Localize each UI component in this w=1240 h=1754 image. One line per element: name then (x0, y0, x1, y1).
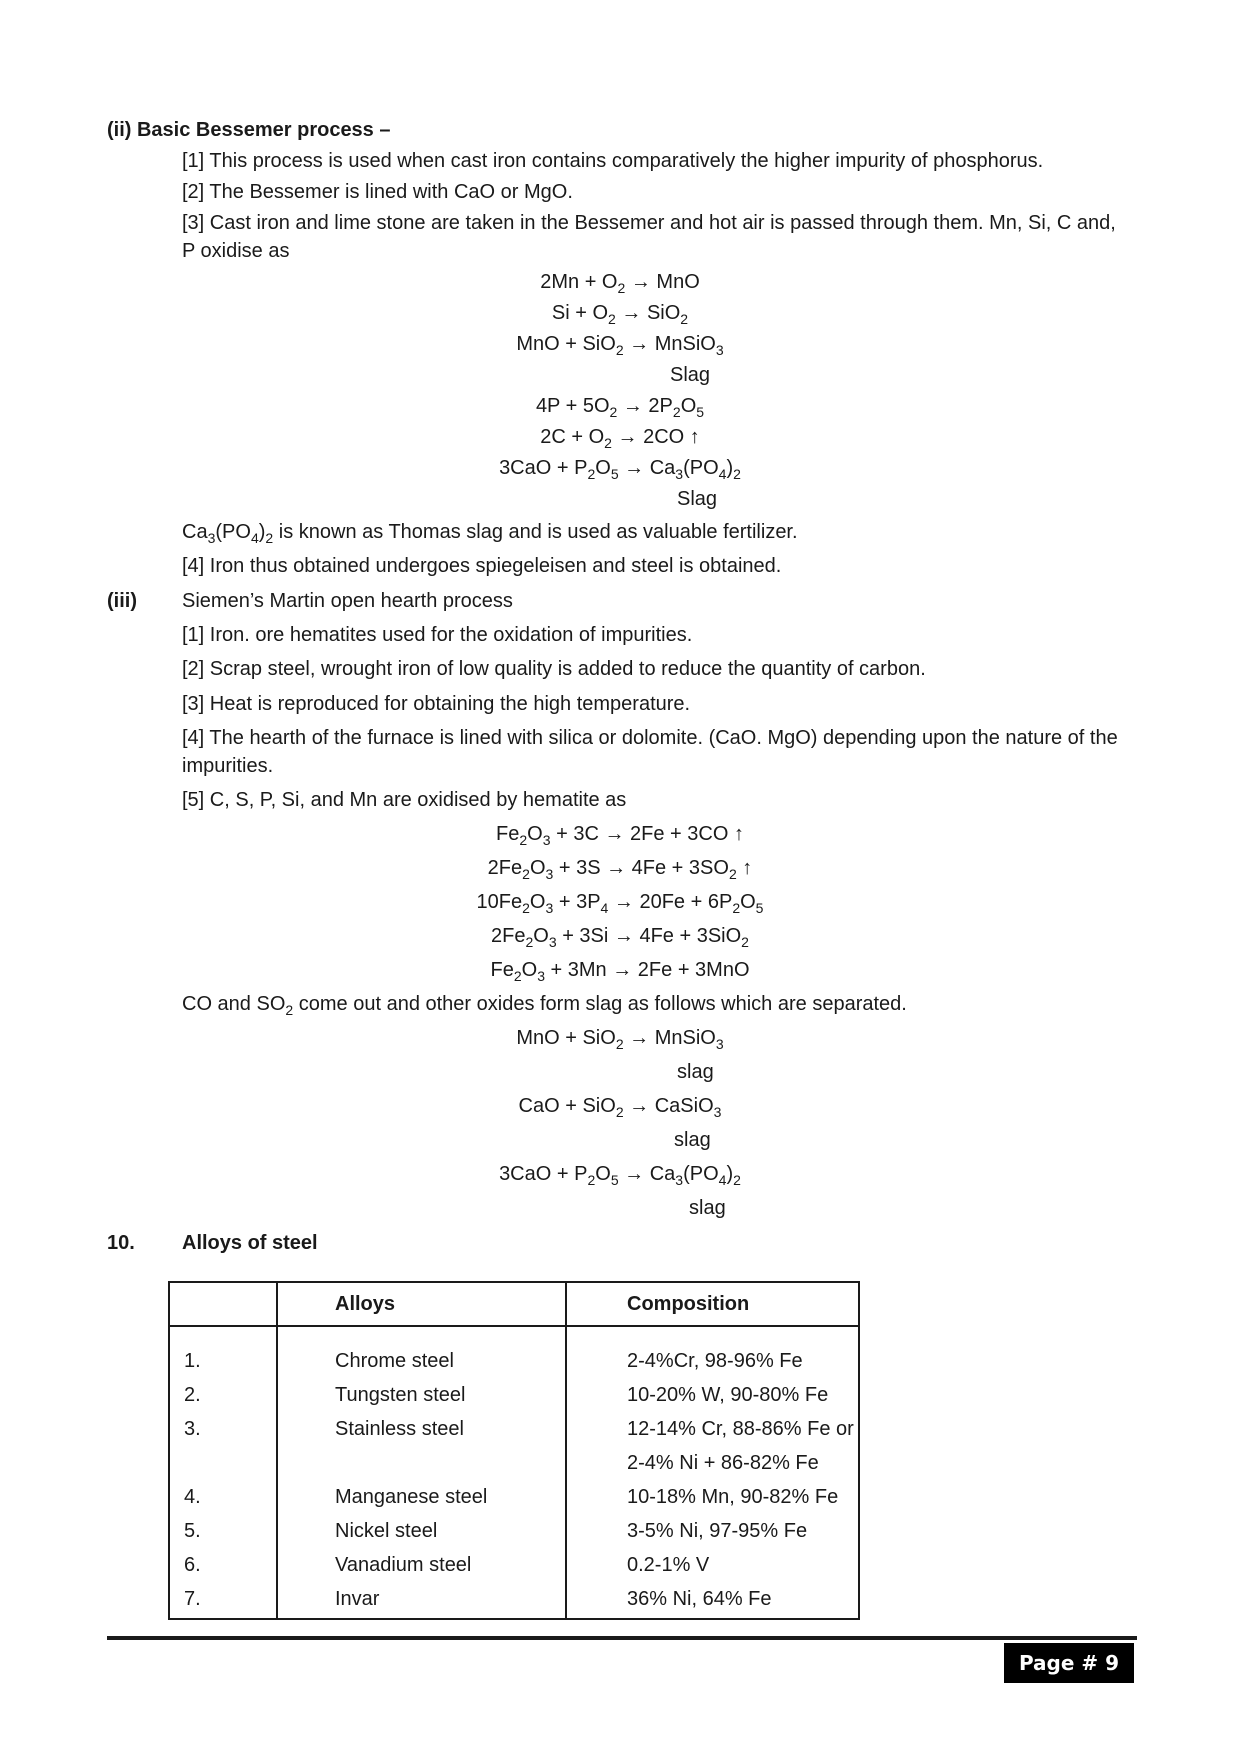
alloy-composition: 36% Ni, 64% Fe (627, 1588, 772, 1610)
section-ii-heading: (ii) Basic Bessemer process – (107, 119, 391, 141)
bessemer-point-3: [3] Cast iron and lime stone are taken in the Bessemer and hot air is passed through them. Mn, Si, C and, (182, 212, 1116, 234)
bessemer-point-2: [2] The Bessemer is lined with CaO or MgO. (182, 181, 573, 203)
slag-label: Slag (670, 364, 711, 386)
row-number: 1. (169, 1344, 277, 1378)
table-row (169, 1412, 859, 1446)
slag-label: slag (677, 1061, 714, 1083)
table-row (169, 1344, 859, 1378)
row-number: 5. (169, 1514, 277, 1548)
hearth-point-5: [5] C, S, P, Si, and Mn are oxidised by hematite as (182, 789, 627, 811)
table-row (169, 1582, 859, 1619)
table-header-row (169, 1282, 859, 1326)
alloy-name: Vanadium steel (277, 1548, 566, 1582)
alloy-composition: 12-14% Cr, 88-86% Fe or (627, 1418, 854, 1440)
alloy-composition: 2-4%Cr, 98-96% Fe (627, 1350, 803, 1372)
row-number: 6. (169, 1548, 277, 1582)
equation: MnO + SiO$_2$ → MnSiO$_3$ (516, 333, 724, 358)
header-cell-number (169, 1282, 277, 1326)
section-10-number: 10. (107, 1232, 135, 1254)
alloy-name (277, 1446, 566, 1480)
equation: $10Fe_2O_3 + 3P_4 \to 20Fe + 6P_2O_5$ (476, 891, 764, 916)
table-row (169, 1378, 859, 1412)
equation: $2Fe_2O_3 + 3S \to 4Fe + 3SO_2$ ↑ (487, 857, 753, 882)
equation: $2C + O_2 \to 2CO$ ↑ (540, 426, 700, 451)
slag-equation: MnO + SiO$_2$ → MnSiO$_3$ (516, 1027, 724, 1052)
header-cell-alloys: Alloys (277, 1282, 566, 1326)
bessemer-point-1: [1] This process is used when cast iron contains comparatively the higher impurity of phosphorus. (182, 150, 1044, 172)
section-iii-heading: Siemen’s Martin open hearth process (182, 590, 513, 612)
footer-rule (107, 1636, 1137, 1640)
section-iii-number: (iii) (107, 590, 137, 612)
table-row (169, 1548, 859, 1582)
slag-label: Slag (677, 488, 718, 510)
co-so2-note: CO and $SO_2$ come out and other oxides form slag as follows which are separated. (182, 993, 907, 1018)
header-cell-composition: Composition (566, 1282, 859, 1326)
slag-label: slag (689, 1197, 726, 1219)
row-number (169, 1446, 277, 1480)
table-row (169, 1514, 859, 1548)
hearth-point-4: [4] The hearth of the furnace is lined with silica or dolomite. (CaO. MgO) depending upon the nature of the (182, 727, 1118, 749)
slag-label: slag (674, 1129, 711, 1151)
equation: $3CaO + P_2O_5 \to Ca_3(PO_4)_2$ (499, 457, 741, 482)
alloy-name: Tungsten steel (277, 1378, 566, 1412)
thomas-slag-note: $Ca_3(PO_4)_2$ is known as Thomas slag and is used as valuable fertilizer. (182, 521, 798, 546)
equation: $2Fe_2O_3 + 3Si \to 4Fe + 3SiO_2$ (491, 925, 749, 950)
alloy-composition: 3-5% Ni, 97-95% Fe (627, 1520, 808, 1542)
alloy-name: Invar (277, 1582, 566, 1619)
row-number: 3. (169, 1412, 277, 1446)
section-10-heading: Alloys of steel (182, 1232, 318, 1254)
row-number: 4. (169, 1480, 277, 1514)
row-number: 7. (169, 1582, 277, 1619)
alloy-name: Nickel steel (277, 1514, 566, 1548)
alloy-composition: 2-4% Ni + 86-82% Fe (627, 1452, 819, 1474)
page-number-badge: Page # 9 (1004, 1643, 1134, 1683)
bessemer-point-4: [4] Iron thus obtained undergoes spiegeleisen and steel is obtained. (182, 555, 782, 577)
hearth-point-3: [3] Heat is reproduced for obtaining the high temperature. (182, 693, 691, 715)
equation: $Fe_2O_3 + 3Mn \to 2Fe + 3MnO$ (490, 959, 750, 984)
hearth-point-4-cont: impurities. (182, 755, 274, 777)
slag-equation: $3CaO + P_2O_5 \to Ca_3(PO_4)_2$ (499, 1163, 741, 1188)
alloy-name: Chrome steel (277, 1344, 566, 1378)
alloys-table (168, 1281, 860, 1620)
table-row (169, 1446, 859, 1480)
row-number: 2. (169, 1378, 277, 1412)
slag-equation: CaO + SiO$_2$ → CaSiO$_3$ (518, 1095, 722, 1120)
bessemer-point-3-cont: P oxidise as (182, 240, 290, 262)
alloy-name: Stainless steel (277, 1412, 566, 1446)
alloy-composition: 10-18% Mn, 90-82% Fe (627, 1486, 839, 1508)
alloy-composition: 10-20% W, 90-80% Fe (627, 1384, 829, 1406)
equation: $4P + 5O_2 \to 2P_2O_5$ (535, 395, 705, 420)
hearth-point-2: [2] Scrap steel, wrought iron of low quality is added to reduce the quantity of carbon. (182, 658, 926, 680)
table-row (169, 1480, 859, 1514)
alloy-composition: 0.2-1% V (627, 1554, 710, 1576)
equation: $Si + O_2 \to SiO_2$ (551, 302, 689, 327)
hearth-point-1: [1] Iron. ore hematites used for the oxidation of impurities. (182, 624, 693, 646)
alloy-name: Manganese steel (277, 1480, 566, 1514)
equation: $2Mn + O_2$ → MnO (540, 271, 700, 296)
equation: $Fe_2O_3 + 3C \to 2Fe + 3CO$ ↑ (496, 823, 744, 848)
